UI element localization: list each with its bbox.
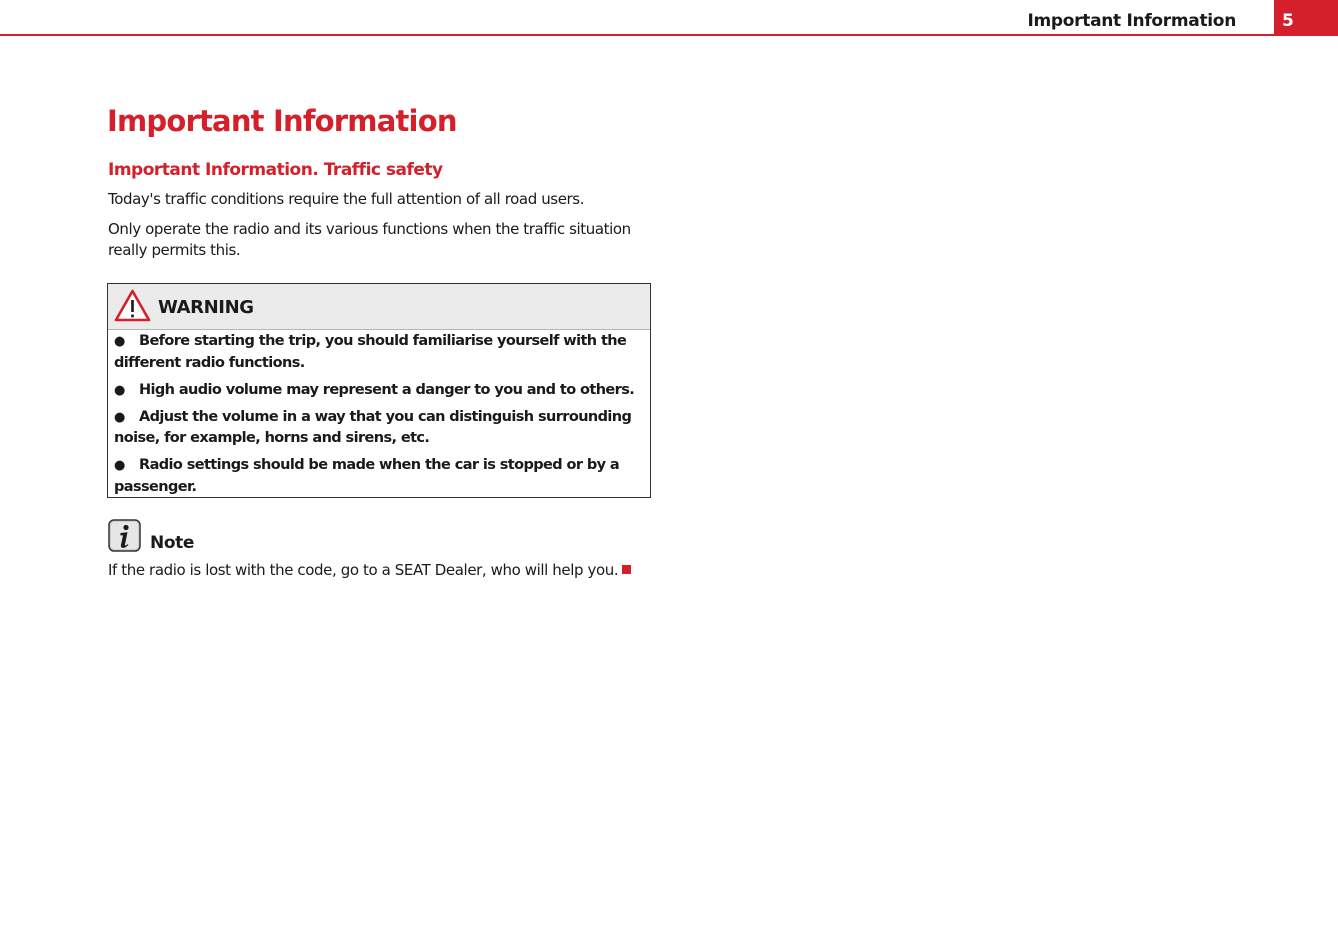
warning-item-text: Before starting the trip, you should familiarise yourself with the different radio functions. [114,333,627,371]
warning-box [107,283,651,498]
warning-item-text: Radio settings should be made when the car is stopped or by a passenger. [114,457,620,495]
note-title: Note [150,533,194,553]
bullet-icon: ● [114,334,125,349]
bullet-icon: ● [114,382,125,398]
paragraph-operate-radio: Only operate the radio and its various functions when the traffic situation really permits this. [108,220,631,259]
page-number: 5 [1282,11,1294,31]
page-title: Important Information [107,104,457,138]
header-rule [0,34,1338,36]
note-text: If the radio is lost with the code, go to a SEAT Dealer, who will help you. [108,561,619,579]
section-subheading: Important Information. Traffic safety [108,160,443,180]
paragraph-traffic-conditions: Today's traffic conditions require the full attention of all road users. [108,190,585,208]
warning-item [114,407,646,450]
info-icon [108,519,141,552]
warning-item [114,455,646,498]
warning-item-text: Adjust the volume in a way that you can distinguish surrounding noise, for example, horns and sirens, etc. [114,408,632,446]
note-text-container [108,560,631,581]
warning-triangle-icon [114,289,151,322]
section-end-marker [622,565,631,574]
warning-item-text: High audio volume may represent a danger to you and to others. [139,381,635,398]
running-header-title: Important Information [1027,11,1236,31]
warning-title: WARNING [158,297,254,318]
bullet-icon: ● [114,409,125,425]
warning-header [108,284,650,330]
warning-item [114,331,646,374]
bullet-icon: ● [114,458,125,473]
page-number-box [1274,0,1338,36]
warning-list [114,331,646,504]
warning-item [114,380,646,402]
